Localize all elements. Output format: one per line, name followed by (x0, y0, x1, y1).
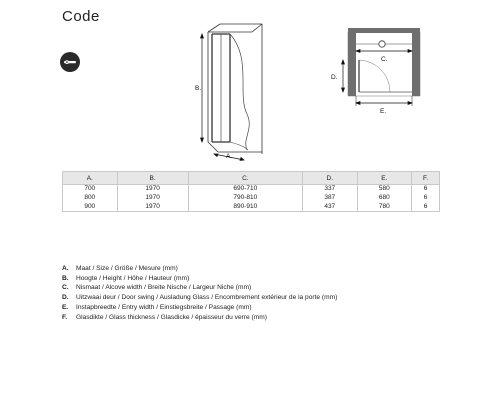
front-view-diagram (192, 14, 272, 164)
label-swing: D. (331, 74, 338, 81)
column-header: F. (412, 172, 440, 185)
legend-item (62, 283, 337, 293)
column-header: D. (303, 172, 358, 185)
table-row (63, 185, 440, 194)
legend-text: Maat / Size / Größe / Mesure (mm) (76, 265, 178, 272)
legend-key: E. (62, 303, 69, 311)
column-header: B. (117, 172, 188, 185)
table-row (63, 194, 440, 203)
table-cell: 1970 (117, 203, 188, 212)
table-cell: 6 (412, 194, 440, 203)
table-cell: 800 (63, 194, 118, 203)
legend-item (62, 303, 337, 313)
legend-text: Instapbreedte / Entry width / Einstiegsbreite / Passage (mm) (76, 303, 252, 311)
table-cell: 6 (412, 203, 440, 212)
legend-item (62, 293, 337, 303)
legend-item (62, 274, 337, 284)
legend-key: D. (62, 294, 69, 302)
legend-item (62, 313, 337, 323)
dimension-table (62, 171, 440, 212)
legend-text: Hoogte / Height / Höhe / Hauteur (mm) (76, 274, 190, 282)
table-row (63, 203, 440, 212)
top-view-diagram (328, 20, 428, 120)
legend-key: B. (62, 274, 69, 282)
column-header: A. (63, 172, 118, 185)
hinge-badge-icon (60, 52, 80, 72)
table-cell: 700 (63, 185, 118, 194)
legend-key: C. (62, 284, 69, 292)
label-entry: E. (380, 108, 387, 115)
dimension-legend (62, 264, 337, 322)
legend-text: Nismaat / Alcove width / Breite Nische / Largeur Niche (mm) (76, 284, 252, 292)
column-header: C. (188, 172, 302, 185)
table-cell: 680 (357, 194, 412, 203)
table-cell: 690-710 (188, 185, 302, 194)
label-width: A. (226, 153, 233, 160)
legend-item (62, 264, 337, 274)
legend-key: A. (62, 265, 69, 272)
label-height: B. (195, 85, 202, 92)
table-cell: 790-810 (188, 194, 302, 203)
table-cell: 780 (357, 203, 412, 212)
table-header-row (63, 172, 440, 185)
table-cell: 387 (303, 194, 358, 203)
column-header: E. (357, 172, 412, 185)
legend-text: Glasdikte / Glass thickness / Glasdicke / épaisseur du verre (mm) (76, 313, 267, 321)
table-cell: 890-910 (188, 203, 302, 212)
table-cell: 1970 (117, 185, 188, 194)
table-cell: 6 (412, 185, 440, 194)
legend-text: Uitzwaai deur / Door swing / Ausladung Glass / Encombrement extérieur de la porte (mm) (76, 294, 338, 302)
table-cell: 900 (63, 203, 118, 212)
legend-key: F. (62, 313, 68, 321)
table-cell: 580 (357, 185, 412, 194)
label-niche: C. (381, 56, 388, 63)
table-cell: 437 (303, 203, 358, 212)
page-title: Code (62, 8, 100, 25)
table-cell: 337 (303, 185, 358, 194)
table-cell: 1970 (117, 194, 188, 203)
